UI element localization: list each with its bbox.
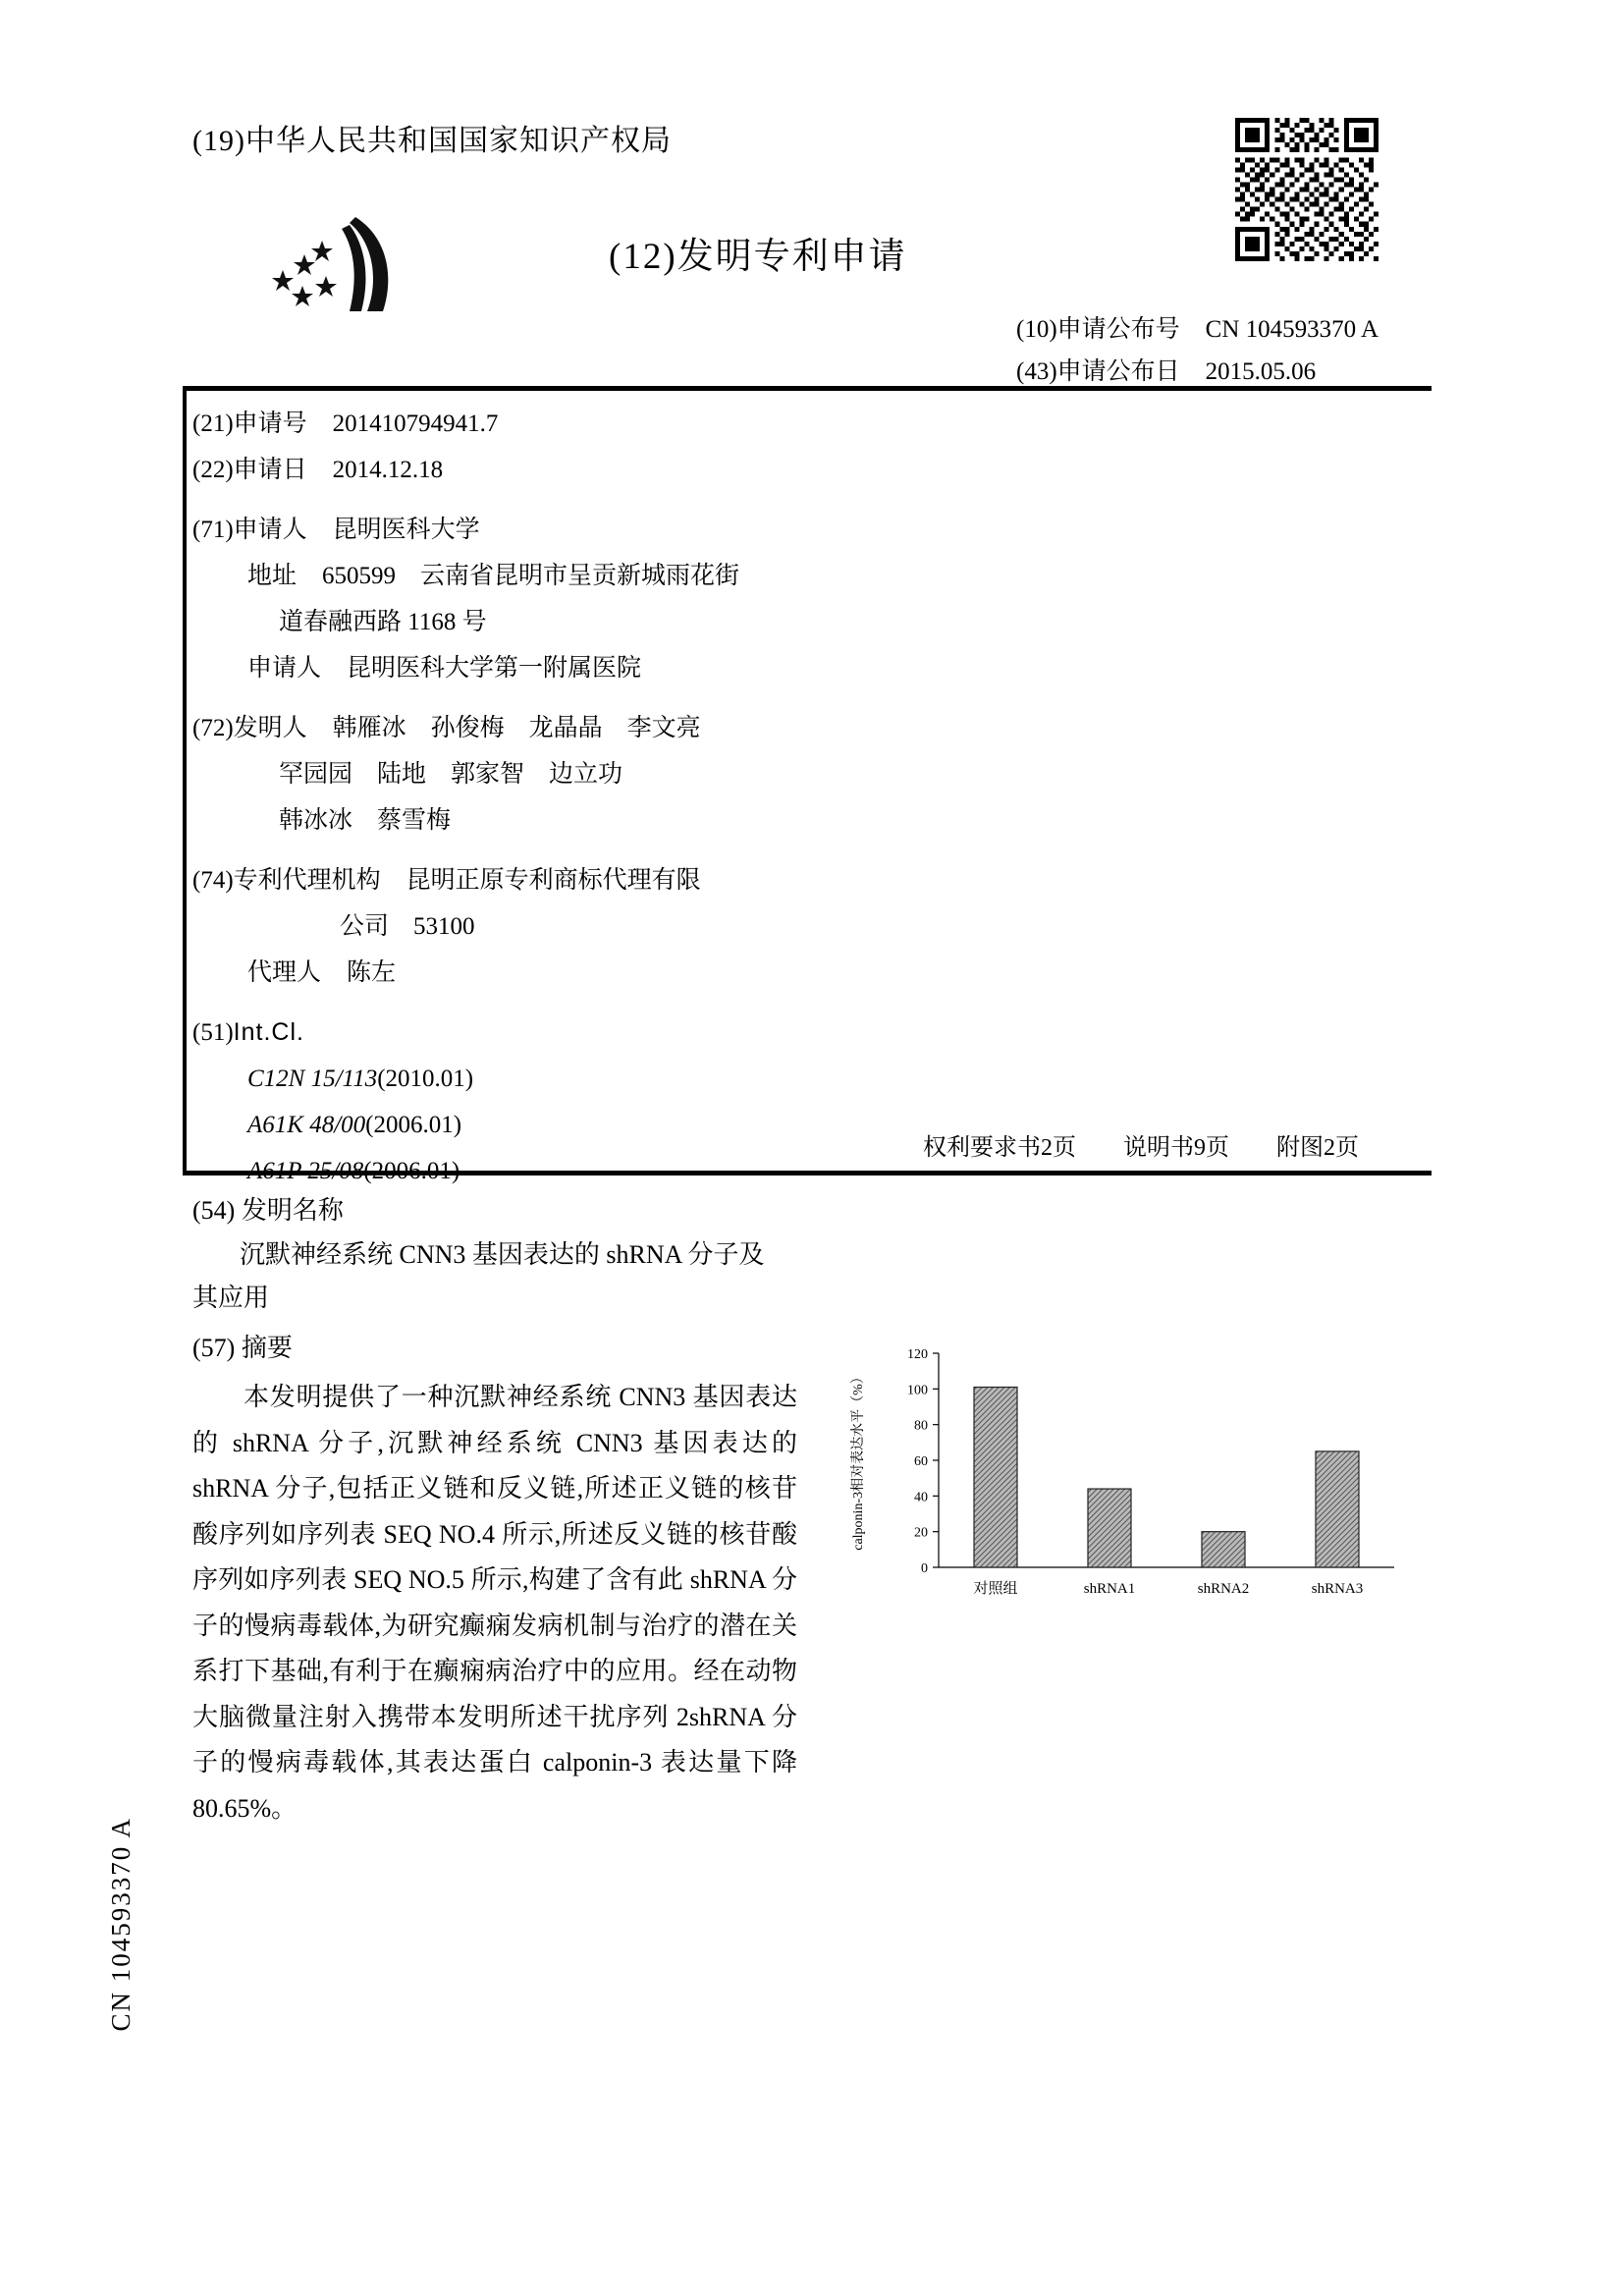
invention-title-code: (54): [192, 1196, 236, 1225]
agent-value: 陈左: [347, 959, 397, 986]
applicant-row: [192, 507, 1007, 553]
bar-chart-svg: [844, 1336, 1414, 1630]
publication-number-value: CN 104593370 A: [1205, 316, 1379, 343]
abstract-heading: [192, 1328, 293, 1364]
divider-top: [183, 386, 1432, 391]
applicant-code: (71): [192, 517, 234, 543]
intcl-item-2: [192, 1102, 1007, 1148]
intcl-version-2: (2006.01): [365, 1112, 462, 1138]
office-name: 中华人民共和国国家知识产权局: [244, 125, 672, 157]
publication-number-label: 申请公布号: [1056, 316, 1180, 343]
inventor-row-3: [192, 797, 1007, 844]
invention-title-heading: [192, 1190, 344, 1227]
application-date-row: [192, 447, 1007, 493]
svg-text:80: 80: [914, 1418, 928, 1434]
address-line-2: 道春融西路 1168 号: [279, 609, 487, 635]
intcl-version-1: (2010.01): [377, 1066, 474, 1092]
inventor-line-2: 罕园园 陆地 郭家智 边立功: [279, 761, 623, 788]
intcl-version-3: (2006.01): [363, 1158, 460, 1184]
svg-text:60: 60: [914, 1454, 928, 1469]
document-type-name: 发明专利申请: [676, 237, 907, 277]
publication-date-value: 2015.05.06: [1205, 358, 1317, 385]
document-type-title: [609, 226, 907, 279]
svg-text:100: 100: [907, 1383, 928, 1398]
abstract-text: 本发明提供了一种沉默神经系统 CNN3 基因表达的 shRNA 分子,沉默神经系统 CNN3 基因表达的 shRNA 分子,包括正义链和反义链,所述正义链的核苷酸序列如序列表 SEQ NO.4 所示,所述反义链的核苷酸序列如序列表 SEQ NO.5 所示,构建了含有此 shRNA 分子的慢病毒载体,为研究癫痫发病机制与治疗的潜在关系打下基础,有利于在癫痫病治疗中的应用。经在动物大脑微量注射入携带本发明所述干扰序列 2shRNA 分子的慢病毒载体,其表达蛋白 calponin-3 表达量下降 80.65%。: [192, 1383, 797, 1823]
bibliographic-data: [192, 401, 1007, 1194]
publication-number-line: [1016, 309, 1379, 345]
address-row: [192, 553, 1007, 599]
address-row-2: [192, 599, 1007, 645]
inventor-line-3: 韩冰冰 蔡雪梅: [279, 807, 452, 834]
applicant-label: 申请人: [233, 517, 307, 543]
intcl-symbol-2: A61K 48/00: [247, 1112, 366, 1138]
inventor-line-1: 韩雁冰 孙俊梅 龙晶晶 李文亮: [332, 715, 701, 741]
qr-code: [1235, 118, 1379, 261]
svg-text:40: 40: [914, 1490, 928, 1505]
agency-code: (74): [192, 867, 234, 894]
side-publication-code: CN 104593370 A: [106, 1817, 135, 2032]
inventor-row: [192, 705, 1007, 751]
page-count-summary: 权利要求书2页 说明书9页 附图2页: [923, 1135, 1359, 1161]
agency-line-1: 昆明正原专利商标代理有限: [406, 867, 701, 894]
abstract-code: (57): [192, 1334, 236, 1362]
applicant-value: 昆明医科大学: [332, 517, 480, 543]
divider-left-vertical: [183, 386, 187, 1175]
address-line-1: 650599 云南省昆明市呈贡新城雨花街: [322, 563, 740, 589]
invention-title: 沉默神经系统 CNN3 基因表达的 shRNA 分子及其应用: [192, 1240, 765, 1312]
publication-date-label: 申请公布日: [1056, 358, 1180, 385]
inventor-code: (72): [192, 715, 234, 741]
intcl-label: Int.Cl.: [233, 1018, 304, 1046]
abstract-label: 摘要: [241, 1334, 293, 1362]
applicant-2-label: 申请人: [247, 655, 322, 682]
intcl-item-1: [192, 1056, 1007, 1102]
inventor-label: 发明人: [233, 715, 307, 741]
svg-text:shRNA1: shRNA1: [1083, 1581, 1136, 1597]
intcl-symbol-1: C12N 15/113: [247, 1066, 378, 1092]
intcl-row: [192, 1010, 1007, 1056]
application-date-value: 2014.12.18: [332, 457, 444, 483]
application-number-code: (21): [192, 410, 234, 437]
application-date-code: (22): [192, 457, 234, 483]
svg-text:对照组: 对照组: [973, 1581, 1018, 1597]
applicant-2-row: [192, 645, 1007, 691]
intcl-symbol-3: A61P 25/08: [247, 1158, 364, 1184]
svg-text:calponin-3相对表达水平（%）: calponin-3相对表达水平（%）: [851, 1370, 866, 1551]
cnipa-logo-icon: [265, 211, 422, 319]
application-number-row: [192, 401, 1007, 447]
invention-title-label: 发明名称: [241, 1196, 344, 1225]
agent-row: [192, 950, 1007, 996]
address-label: 地址: [247, 563, 297, 589]
application-number-value: 201410794941.7: [332, 410, 499, 437]
publication-number-code: (10): [1016, 316, 1057, 343]
agency-row-2: [192, 903, 1007, 950]
inventor-row-2: [192, 751, 1007, 797]
applicant-2-value: 昆明医科大学第一附属医院: [347, 655, 642, 682]
intcl-code: (51): [192, 1019, 234, 1046]
svg-text:shRNA3: shRNA3: [1311, 1581, 1364, 1597]
agency-row: [192, 857, 1007, 903]
svg-text:20: 20: [914, 1525, 928, 1541]
office-code: (19): [192, 125, 245, 157]
publication-date-code: (43): [1016, 358, 1057, 385]
agent-label: 代理人: [247, 959, 322, 986]
office-header: [192, 116, 672, 159]
svg-text:0: 0: [921, 1561, 928, 1576]
svg-text:shRNA2: shRNA2: [1197, 1581, 1250, 1597]
agency-label: 专利代理机构: [233, 867, 381, 894]
publication-date-line: [1016, 352, 1316, 387]
application-number-label: 申请号: [233, 410, 307, 437]
abstract-figure-chart: [844, 1336, 1414, 1630]
agency-line-2: 公司 53100: [340, 913, 475, 940]
application-date-label: 申请日: [233, 457, 307, 483]
intcl-item-3: [192, 1148, 1007, 1194]
svg-text:120: 120: [907, 1347, 928, 1362]
document-type-code: (12): [609, 237, 677, 277]
